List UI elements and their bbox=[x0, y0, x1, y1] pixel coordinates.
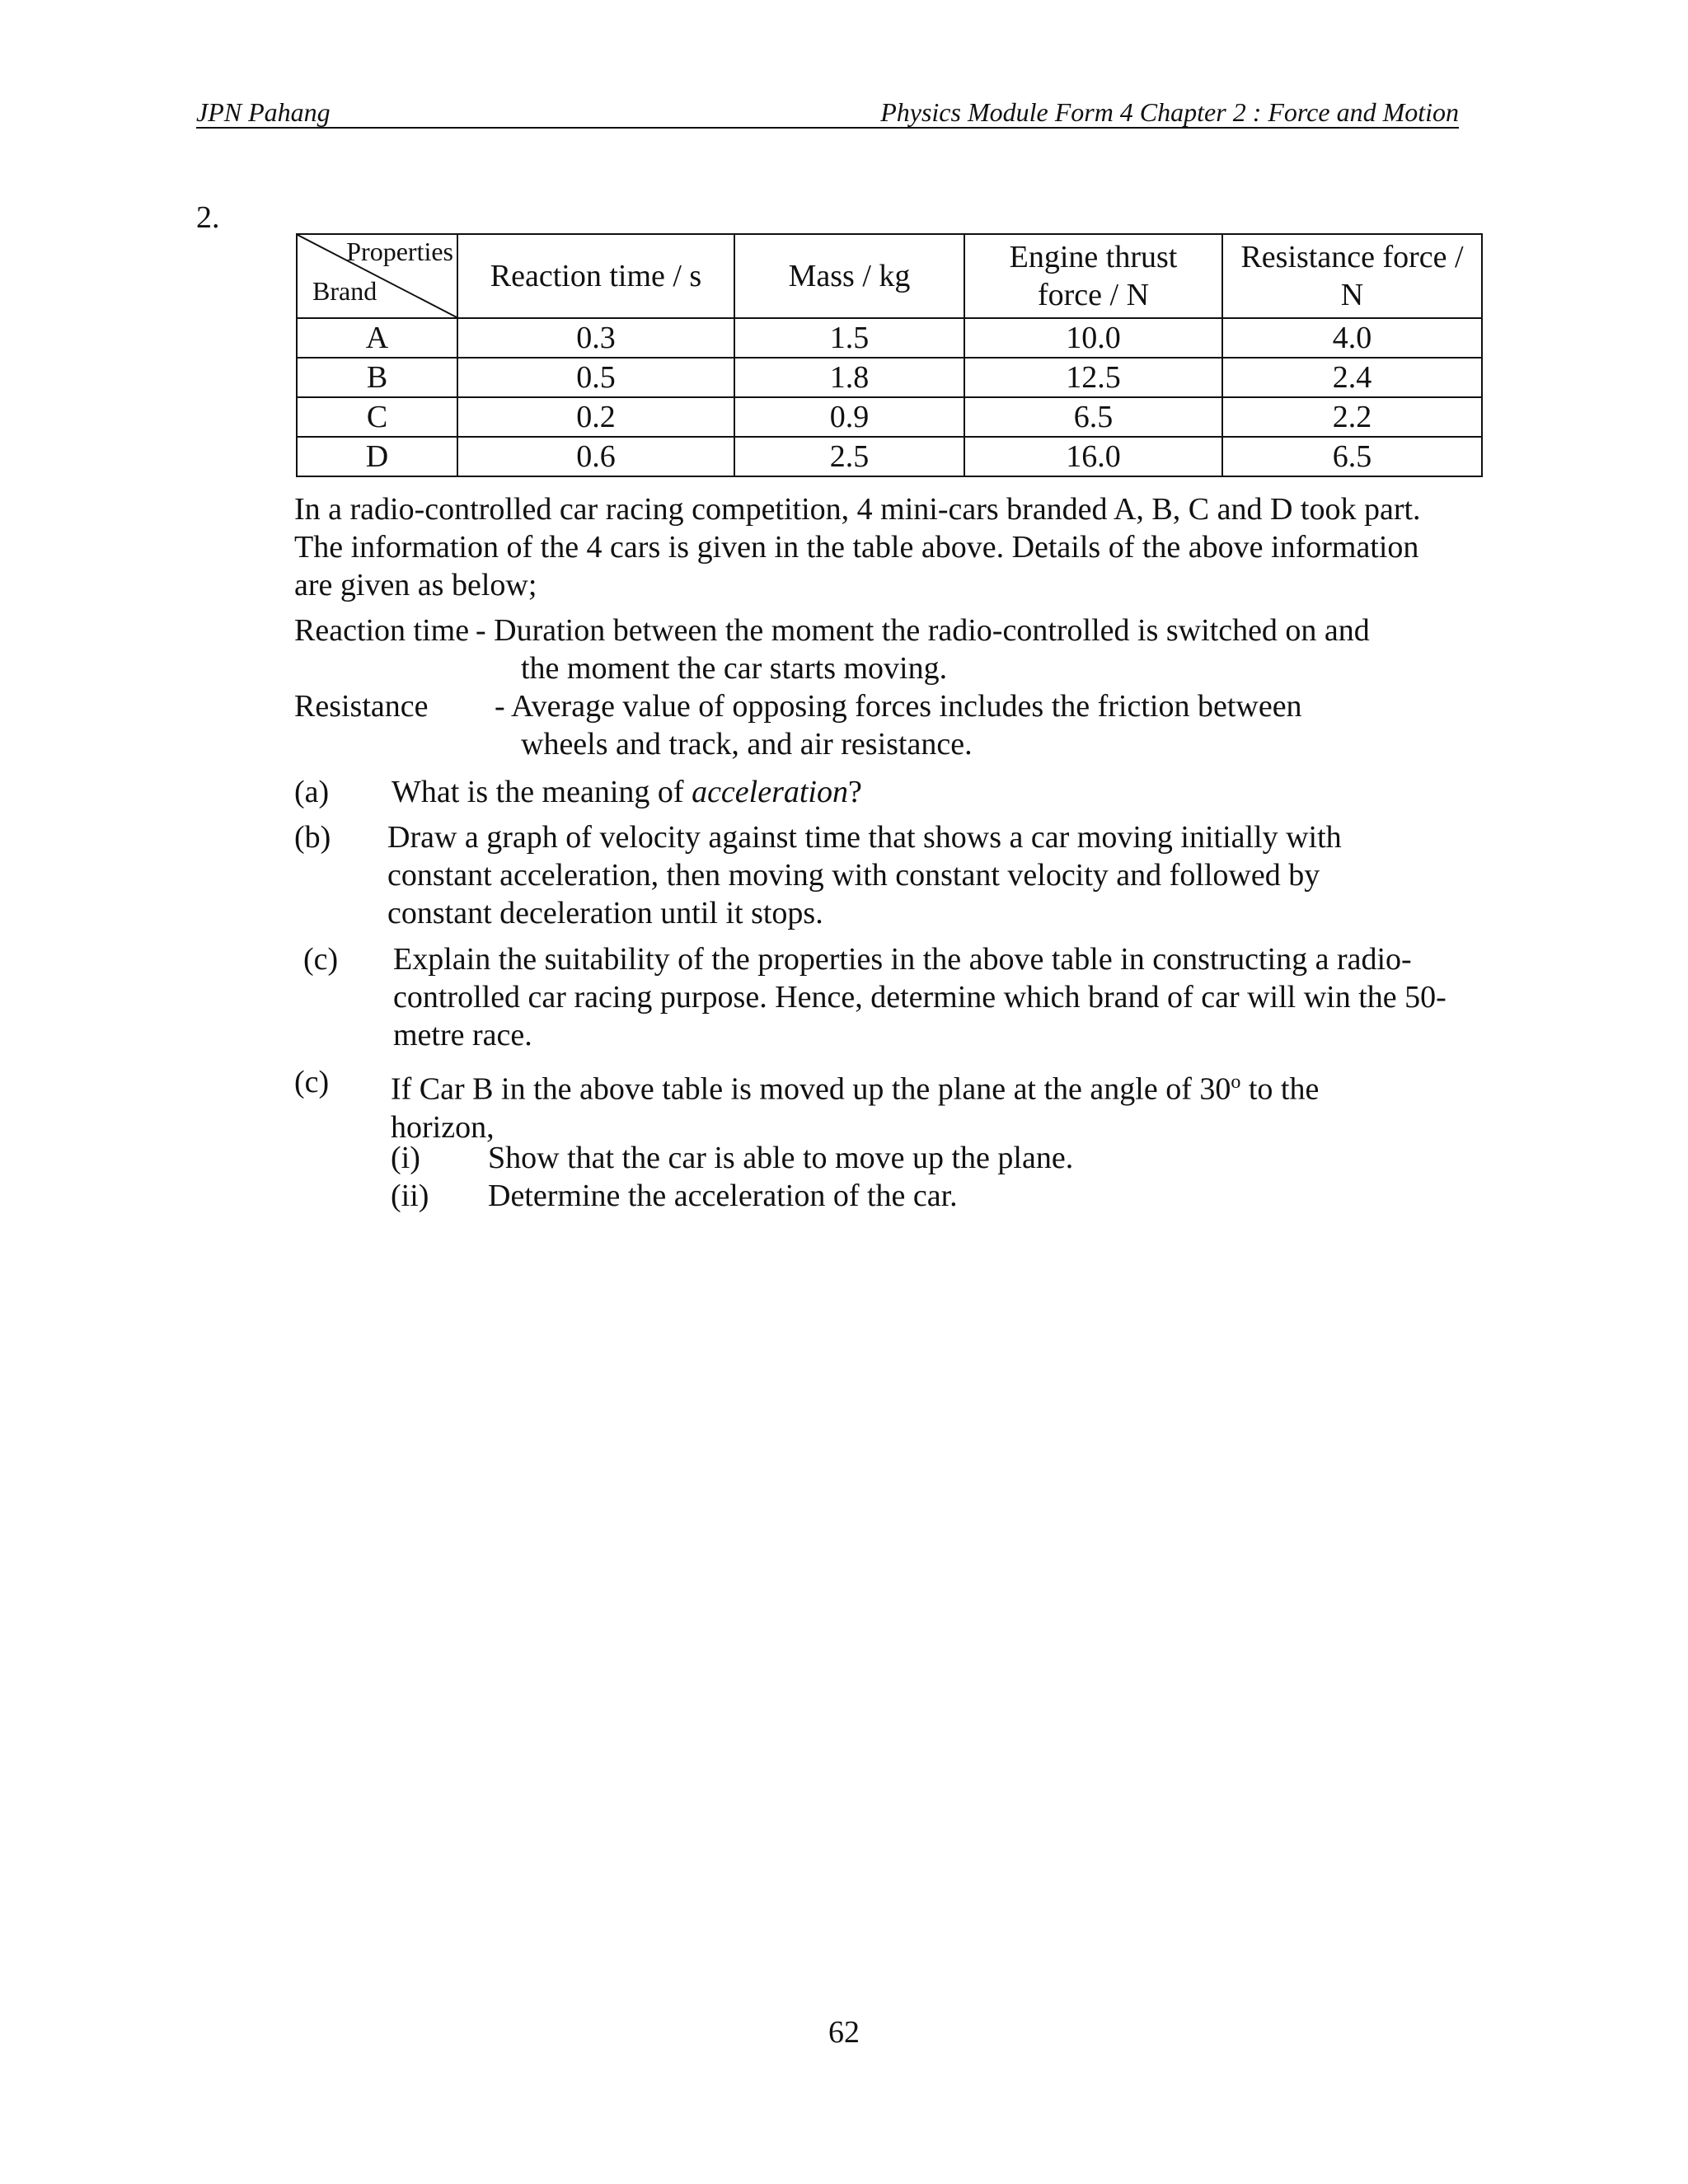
table-cell: 6.5 bbox=[964, 397, 1222, 437]
definition-term: Reaction time bbox=[294, 613, 470, 648]
degree-superscript: o bbox=[1231, 1071, 1241, 1093]
table-cell: C bbox=[297, 397, 457, 437]
table-corner-cell bbox=[297, 234, 457, 318]
header-left: JPN Pahang bbox=[196, 97, 331, 127]
subquestion-text: Determine the acceleration of the car. bbox=[488, 1179, 958, 1213]
table-cell: D bbox=[297, 437, 457, 476]
properties-table bbox=[296, 233, 1483, 477]
table-row bbox=[297, 318, 1482, 358]
subquestion-label: (ii) bbox=[391, 1179, 429, 1213]
table-header-cell: Resistance force / N bbox=[1222, 234, 1482, 318]
table-cell: 1.8 bbox=[734, 358, 964, 397]
question-a bbox=[294, 773, 1465, 811]
page-number: 62 bbox=[828, 2015, 860, 2050]
subquestion-text: Show that the car is able to move up the plane. bbox=[488, 1141, 1074, 1175]
table-row bbox=[297, 358, 1482, 397]
table-row bbox=[297, 437, 1482, 476]
table-header-cell: Mass / kg bbox=[734, 234, 964, 318]
question-text-part: ? bbox=[848, 775, 862, 809]
table-cell: 12.5 bbox=[964, 358, 1222, 397]
table-cell: 0.3 bbox=[457, 318, 734, 358]
question-label: (a) bbox=[294, 775, 330, 809]
table-cell: 1.5 bbox=[734, 318, 964, 358]
table-cell: 0.9 bbox=[734, 397, 964, 437]
question-b bbox=[294, 818, 1465, 934]
question-label: (b) bbox=[294, 820, 331, 855]
definition-term: Resistance bbox=[294, 689, 429, 724]
question-text bbox=[391, 1063, 1396, 1146]
definition-text: - Average value of opposing forces includes the friction between bbox=[495, 689, 1302, 724]
question-label: (c) bbox=[303, 942, 339, 977]
definition-text: wheels and track, and air resistance. bbox=[521, 727, 973, 762]
intro-paragraph: In a radio-controlled car racing competition, 4 mini-cars branded A, B, C and D took part. The information of the 4 cars is given in the table above. Details of the above information are given as below; bbox=[294, 492, 1421, 602]
corner-properties-label: Properties bbox=[346, 237, 453, 266]
table-row bbox=[297, 397, 1482, 437]
definition-text: the moment the car starts moving. bbox=[521, 651, 948, 686]
question-label: (c) bbox=[294, 1065, 330, 1099]
question-text-part: What is the meaning of bbox=[392, 775, 692, 809]
question-c-second bbox=[294, 1063, 1465, 1145]
table-cell: 6.5 bbox=[1222, 437, 1482, 476]
question-c-first bbox=[303, 940, 1474, 1056]
question-text bbox=[392, 773, 862, 811]
table-cell: A bbox=[297, 318, 457, 358]
table-header-row bbox=[297, 234, 1482, 318]
table-cell: 2.2 bbox=[1222, 397, 1482, 437]
table-header-cell: Reaction time / s bbox=[457, 234, 734, 318]
question-text: Explain the suitability of the properties in the above table in constructing a radio-controlled car racing purpose. Hence, determine which brand of car will win the 50-metre race. bbox=[393, 942, 1447, 1052]
question-text: Draw a graph of velocity against time that shows a car moving initially with constant acceleration, then moving with constant velocity and followed by constant deceleration until it stops. bbox=[387, 820, 1342, 930]
definition-text: - Duration between the moment the radio-controlled is switched on and bbox=[476, 613, 1370, 648]
table-cell: 0.6 bbox=[457, 437, 734, 476]
subquestion-label: (i) bbox=[391, 1141, 420, 1175]
table-cell: 4.0 bbox=[1222, 318, 1482, 358]
header-rule bbox=[196, 127, 1459, 129]
table-cell: 2.5 bbox=[734, 437, 964, 476]
table-cell: B bbox=[297, 358, 457, 397]
question-emphasis: acceleration bbox=[692, 775, 848, 809]
header-right: Physics Module Form 4 Chapter 2 : Force and Motion bbox=[880, 97, 1459, 127]
question-text-part: If Car B in the above table is moved up the plane at the angle of 30 bbox=[391, 1071, 1231, 1107]
table-cell: 0.5 bbox=[457, 358, 734, 397]
corner-brand-label: Brand bbox=[312, 276, 377, 306]
table-cell: 0.2 bbox=[457, 397, 734, 437]
table-cell: 16.0 bbox=[964, 437, 1222, 476]
question-text-part: to the horizon, bbox=[391, 1071, 1320, 1145]
table-cell: 10.0 bbox=[964, 318, 1222, 358]
table-cell: 2.4 bbox=[1222, 358, 1482, 397]
question-number: 2. bbox=[196, 200, 220, 235]
table-header-cell: Engine thrust force / N bbox=[964, 234, 1222, 318]
